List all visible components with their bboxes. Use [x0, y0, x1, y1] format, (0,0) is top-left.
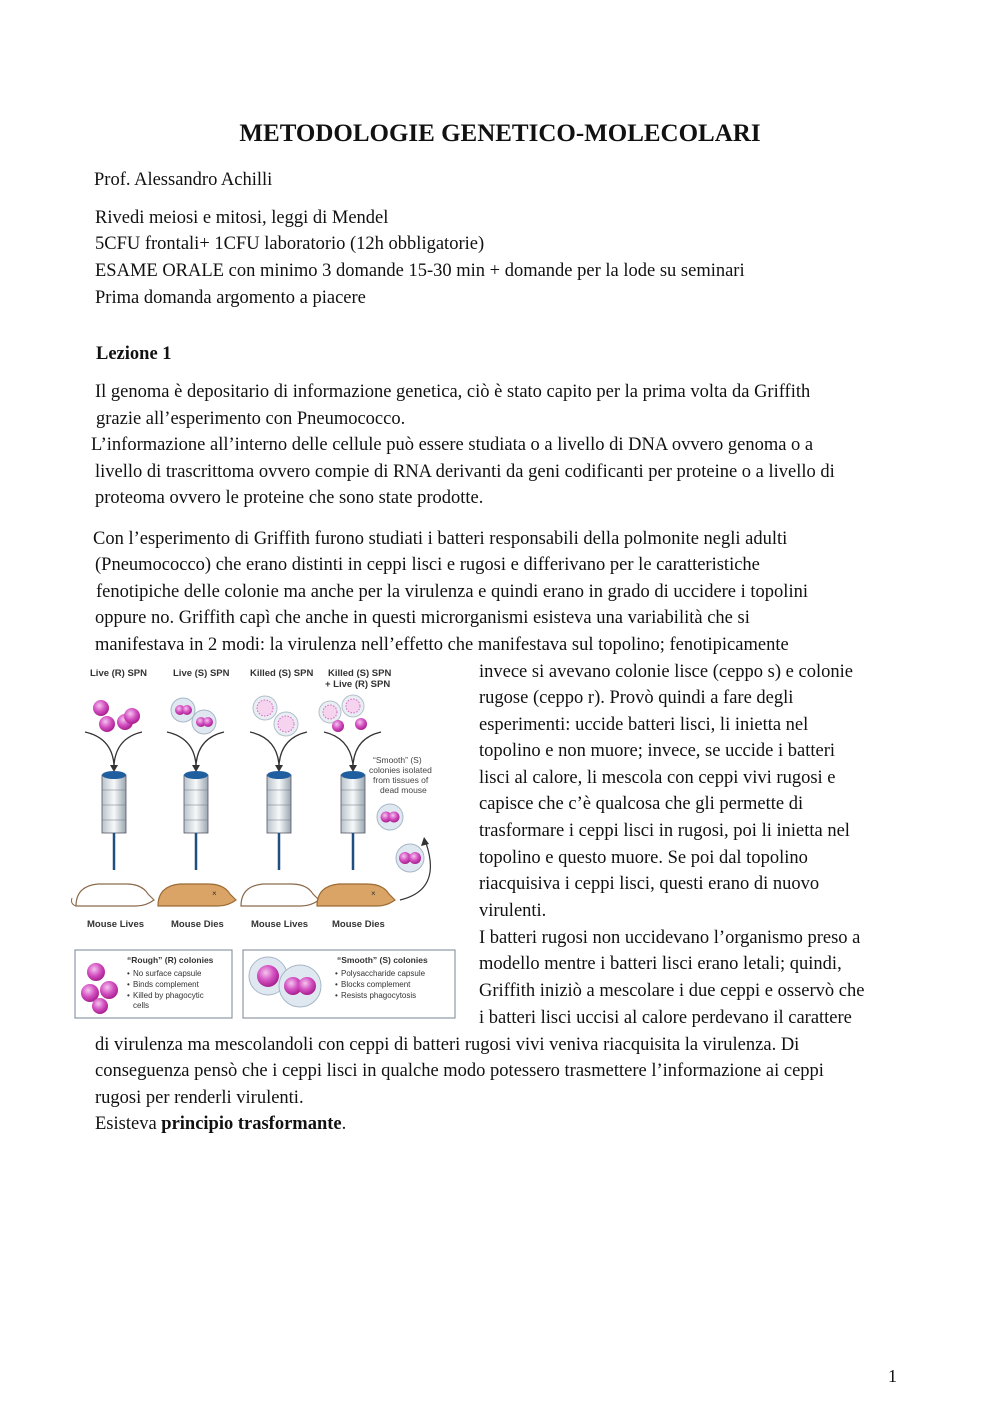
intro-line: Rivedi meiosi e mitosi, leggi di Mendel: [95, 208, 389, 228]
paragraph-line: i batteri lisci uccisi al calore perdevano il carattere: [479, 1008, 852, 1028]
mouse-icon: [241, 884, 319, 906]
paragraph-line: I batteri rugosi non uccidevano l’organismo preso a: [479, 928, 861, 948]
paragraph-line: livello di trascrittoma ovvero compie di RNA derivanti da geni codificanti per proteine o a livello di: [95, 462, 835, 482]
syringe: [184, 771, 208, 870]
griffith-diagram: [70, 660, 460, 1022]
svg-text:•: •: [127, 980, 130, 989]
paragraph-line: riacquisiva i ceppi lisci, questi erano di nuovo: [479, 874, 820, 894]
column-label: Killed (S) SPN: [250, 668, 314, 679]
syringe: [341, 771, 365, 870]
paragraph-line: conseguenza pensò che i ceppi lisci in qualche modo potessero trasmettere l’informazione ai ceppi: [95, 1061, 824, 1081]
mouse-icon: [72, 884, 155, 906]
rough-bacterium: [124, 708, 140, 724]
transforming-principle-term: principio trasformante: [161, 1114, 342, 1134]
rough-box-item: Binds complement: [133, 980, 199, 989]
rough-box-title: “Rough” (R) colonies: [127, 955, 214, 965]
paragraph-line: L’informazione all’interno delle cellule può essere studiata o a livello di DNA ovvero genoma o a: [91, 435, 814, 455]
smooth-note-line: colonies isolated: [369, 765, 432, 775]
paragraph-line: Griffith iniziò a mescolare i due ceppi e osservò che: [479, 981, 865, 1001]
paragraph-line: Con l’esperimento di Griffith furono studiati i batteri responsabili della polmonite negli adulti: [93, 529, 788, 549]
outcome-label: Mouse Dies: [332, 919, 385, 930]
smooth-colonies-box: [243, 950, 455, 1018]
paragraph-line: (Pneumococco) che erano distinti in ceppi lisci e rugosi e differivano per le caratteristiche: [95, 555, 760, 575]
column-label: + Live (R) SPN: [325, 679, 391, 690]
paragraph-line: capisce che c’è qualcosa che gli permette di: [479, 794, 804, 814]
intro-line: Prima domanda argomento a piacere: [95, 288, 366, 308]
paragraph-line: di virulenza ma mescolandoli con ceppi di batteri rugosi vivi veniva riacquisita la virulenza. Di: [95, 1035, 800, 1055]
svg-text:•: •: [335, 980, 338, 989]
svg-text:•: •: [335, 969, 338, 978]
rough-bacterium: [355, 718, 367, 730]
smooth-note-line: dead mouse: [380, 785, 427, 795]
paragraph-line: grazie all’esperimento con Pneumococco.: [96, 409, 406, 429]
rough-colonies-box: [75, 950, 232, 1018]
smooth-box-item: Resists phagocytosis: [341, 991, 417, 1000]
smooth-note-line: “Smooth” (S): [373, 755, 422, 765]
smooth-box-item: Blocks complement: [341, 980, 411, 989]
column-label: Live (S) SPN: [173, 668, 230, 679]
rough-bacterium: [99, 716, 115, 732]
outcome-label: Mouse Dies: [171, 919, 224, 930]
griffith-experiment-figure: [70, 660, 460, 1022]
page-number: 1: [888, 1366, 897, 1386]
dead-mouse-icon: [317, 884, 395, 906]
rough-bacterium: [93, 700, 109, 716]
smooth-box-title: “Smooth” (S) colonies: [337, 955, 428, 965]
paragraph-line: modello mentre i batteri lisci erano letali; quindi,: [479, 954, 842, 974]
paragraph-line: Il genoma è depositario di informazione genetica, ciò è stato capito per la prima volta da Griffith: [95, 382, 811, 402]
rough-box-item: Killed by phagocytic: [133, 991, 204, 1000]
final-prefix: Esisteva: [95, 1114, 162, 1134]
svg-text:×: ×: [371, 889, 376, 898]
paragraph-line: trasformare i ceppi lisci in rugosi, poi li inietta nel: [479, 821, 850, 841]
smooth-note-line: from tissues of: [373, 775, 429, 785]
paragraph-line: topolino e non muore; invece, se uccide i batteri: [479, 741, 836, 761]
author: Prof. Alessandro Achilli: [94, 170, 273, 190]
intro-line: ESAME ORALE con minimo 3 domande 15-30 min + domande per la lode su seminari: [95, 261, 745, 281]
rough-box-item: No surface capsule: [133, 969, 202, 978]
outcome-label: Mouse Lives: [251, 919, 309, 930]
paragraph-line: virulenti.: [479, 901, 547, 921]
dead-mouse-icon: [158, 884, 236, 906]
rough-bacterium: [332, 720, 344, 732]
paragraph-line: invece si avevano colonie lisce (ceppo s) e colonie: [479, 662, 853, 682]
paragraph-line: proteoma ovvero le proteine che sono state prodotte.: [95, 488, 484, 508]
smooth-box-item: Polysaccharide capsule: [341, 969, 426, 978]
injection-arrows: [85, 732, 381, 765]
svg-text:•: •: [335, 991, 338, 1000]
paragraph-line: fenotipiche delle colonie ma anche per la virulenza e quindi erano in grado di uccidere i topolini: [96, 582, 808, 602]
paragraph-line: lisci al calore, li mescola con ceppi vivi rugosi e: [479, 768, 836, 788]
paragraph-line: esperimenti: uccide batteri lisci, li inietta nel: [479, 715, 809, 735]
intro-line: 5CFU frontali+ 1CFU laboratorio (12h obbligatorie): [95, 234, 485, 254]
final-sentence: [95, 1111, 346, 1138]
syringes: [102, 771, 365, 870]
svg-text:•: •: [127, 991, 130, 1000]
syringe: [102, 771, 126, 870]
column-label: Live (R) SPN: [90, 668, 148, 679]
rough-box-item: cells: [133, 1001, 150, 1010]
svg-text:•: •: [127, 969, 130, 978]
outcome-label: Mouse Lives: [87, 919, 145, 930]
paragraph-line: rugosi per renderli virulenti.: [95, 1088, 304, 1108]
final-suffix: .: [341, 1114, 347, 1134]
page-title: METODOLOGIE GENETICO-MOLECOLARI: [239, 120, 761, 147]
paragraph-line: topolino e questo muore. Se poi dal topolino: [479, 848, 808, 868]
paragraph-line: rugose (ceppo r). Provò quindi a fare degli: [479, 688, 794, 708]
paragraph-line: manifestava in 2 modi: la virulenza nell’effetto che manifestava sul topolino; fenotipicamente: [95, 635, 789, 655]
paragraph-line: oppure no. Griffith capì che anche in questi microrganismi esisteva una variabilità che si: [95, 608, 750, 628]
svg-text:×: ×: [212, 889, 217, 898]
column-label: Killed (S) SPN: [328, 668, 392, 679]
syringe: [267, 771, 291, 870]
lesson-heading: Lezione 1: [96, 344, 172, 364]
